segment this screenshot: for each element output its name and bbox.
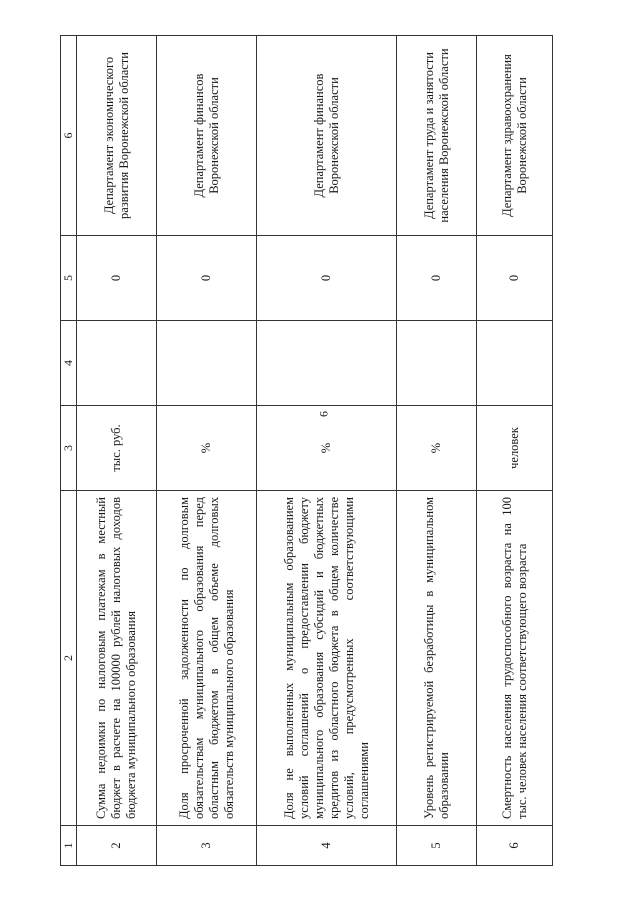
value-cell: [77, 321, 157, 406]
value-cell: 0: [157, 236, 257, 321]
department-cell: Департамент финансов Воронежской области: [157, 36, 257, 236]
page-number: 6: [316, 411, 331, 417]
value-cell: [397, 321, 477, 406]
row-number: 2: [77, 826, 157, 866]
header-cell: 4: [61, 321, 77, 406]
department-cell: Департамент здравоохранения Воронежской области: [477, 36, 553, 236]
table-row: [477, 36, 553, 866]
indicator-text: Доля просроченной задолженности по долговым обязательствам муниципального образования перед областным бюджетом в общем объеме долговых обязательств муниципального образования: [157, 491, 257, 826]
row-number: 3: [157, 826, 257, 866]
unit-cell: %: [397, 406, 477, 491]
table-header-row: [61, 36, 77, 866]
indicators-table: [60, 35, 553, 866]
rotated-table-container: [60, 36, 551, 866]
header-cell: 6: [61, 36, 77, 236]
value-cell: 0: [477, 236, 553, 321]
department-cell: Департамент экономического развития Воронежской области: [77, 36, 157, 236]
unit-cell: %: [157, 406, 257, 491]
indicator-text: Доля не выполненных муниципальным образованием условий соглашений о предоставлении бюджету муниципального образования субсидий и бюджетных кредитов из областного бюджета в общем количестве условий, предусмотренных соответствующими соглашениями: [257, 491, 397, 826]
value-cell: [477, 321, 553, 406]
value-cell: 0: [77, 236, 157, 321]
row-number: 4: [257, 826, 397, 866]
table-row: [157, 36, 257, 866]
value-cell: [257, 321, 397, 406]
department-cell: Департамент труда и занятости населения Воронежской области: [397, 36, 477, 236]
value-cell: [157, 321, 257, 406]
unit-cell: тыс. руб.: [77, 406, 157, 491]
department-cell: Департамент финансов Воронежской области: [257, 36, 397, 236]
table-row: [77, 36, 157, 866]
row-number: 5: [397, 826, 477, 866]
indicator-text: Смертность населения трудоспособного возраста на 100 тыс. человек населения соответствующего возраста: [477, 491, 553, 826]
value-cell: 0: [397, 236, 477, 321]
indicator-text: Сумма недоимки по налоговым платежам в местный бюджет в расчете на 100000 рублей налоговых доходов бюджета муниципального образования: [77, 491, 157, 826]
unit-cell: %: [257, 406, 397, 491]
table-row: [257, 36, 397, 866]
value-cell: 0: [257, 236, 397, 321]
table-row: [397, 36, 477, 866]
unit-cell: человек: [477, 406, 553, 491]
header-cell: 1: [61, 826, 77, 866]
header-cell: 3: [61, 406, 77, 491]
row-number: 6: [477, 826, 553, 866]
header-cell: 5: [61, 236, 77, 321]
indicator-text: Уровень регистрируемой безработицы в муниципальном образовании: [397, 491, 477, 826]
header-cell: 2: [61, 491, 77, 826]
